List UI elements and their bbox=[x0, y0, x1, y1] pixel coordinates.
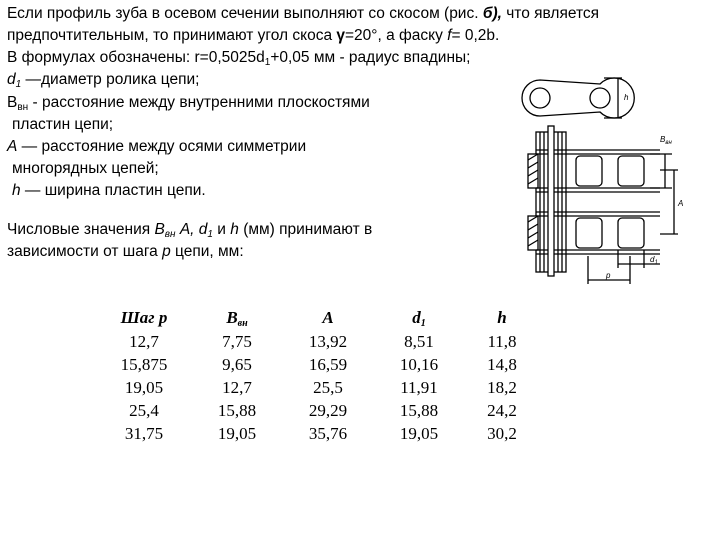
cell: 15,88 bbox=[399, 400, 439, 420]
cell: 25,5 bbox=[313, 377, 343, 397]
cell: 9,65 bbox=[222, 354, 252, 374]
chain-figure bbox=[500, 70, 700, 292]
cell: 16,59 bbox=[308, 354, 348, 374]
cell: 18,2 bbox=[487, 377, 517, 397]
cell: 10,16 bbox=[399, 354, 439, 374]
cell: 29,29 bbox=[308, 400, 348, 420]
cell: 7,75 bbox=[222, 331, 252, 351]
cell: 24,2 bbox=[487, 400, 517, 420]
label-a: A bbox=[678, 199, 684, 208]
text-line-5: $В_{вн}$ - расстояние между внутренними плоскостями bbox=[7, 94, 370, 113]
header-a: A bbox=[322, 308, 334, 327]
text-line-3: В формулах обозначены: $r=0,5025d_1+0,05$ мм - радиус впадины; bbox=[7, 49, 471, 68]
cell: 25,4 bbox=[129, 400, 159, 420]
cell: 31,75 bbox=[124, 423, 164, 443]
cell: 13,92 bbox=[308, 331, 348, 351]
text-line-4: $d_1$ —диаметр ролика цепи; bbox=[7, 71, 200, 90]
label-p: p bbox=[606, 271, 611, 280]
table-row bbox=[94, 376, 542, 399]
label-bvn: $B_{вн}$ bbox=[660, 135, 672, 146]
cell: 12,7 bbox=[129, 331, 159, 351]
cell: 19,05 bbox=[217, 423, 257, 443]
cell: 15,88 bbox=[217, 400, 257, 420]
text-line-10: Числовые значения $В_{вн}$ А, $d_1$ и h (мм) принимают в bbox=[7, 221, 373, 240]
text-line-8: многорядных цепей; bbox=[12, 160, 159, 177]
label-h: h bbox=[624, 93, 629, 102]
table-row bbox=[94, 353, 542, 376]
table-row bbox=[94, 399, 542, 422]
chain-dimensions-table bbox=[94, 306, 542, 445]
table-header bbox=[94, 306, 542, 330]
cell: 35,76 bbox=[308, 423, 348, 443]
header-h: h bbox=[497, 308, 507, 327]
cell: 30,2 bbox=[487, 423, 517, 443]
text-line-7: А — расстояние между осями симметрии bbox=[7, 138, 307, 155]
cell: 15,875 bbox=[120, 354, 168, 374]
cell: 11,91 bbox=[400, 377, 438, 397]
cell: 12,7 bbox=[222, 377, 252, 397]
text-line-11: зависимости от шага р цепи, мм: bbox=[7, 243, 244, 260]
text-line-2: предпочтительным, то принимают угол скоса γ=20°, а фаску f= 0,2b. bbox=[7, 27, 500, 44]
text-line-1: Если профиль зуба в осевом сечении выполняют со скосом (рис. б), что является bbox=[7, 5, 600, 22]
cell: 14,8 bbox=[487, 354, 517, 374]
header-bvn: $B_{вн}$ bbox=[226, 308, 248, 329]
table-row bbox=[94, 422, 542, 445]
table-row bbox=[94, 330, 542, 353]
text-line-6: пластин цепи; bbox=[12, 116, 114, 133]
cell: 8,51 bbox=[404, 331, 434, 351]
header-step: Шаг р bbox=[120, 308, 168, 327]
cell: 19,05 bbox=[399, 423, 439, 443]
cell: 11,8 bbox=[487, 331, 517, 351]
label-d1: $d_1$ bbox=[650, 255, 658, 266]
header-d1: $d_1$ bbox=[412, 308, 426, 329]
cell: 19,05 bbox=[124, 377, 164, 397]
text-line-9: h — ширина пластин цепи. bbox=[12, 182, 206, 199]
